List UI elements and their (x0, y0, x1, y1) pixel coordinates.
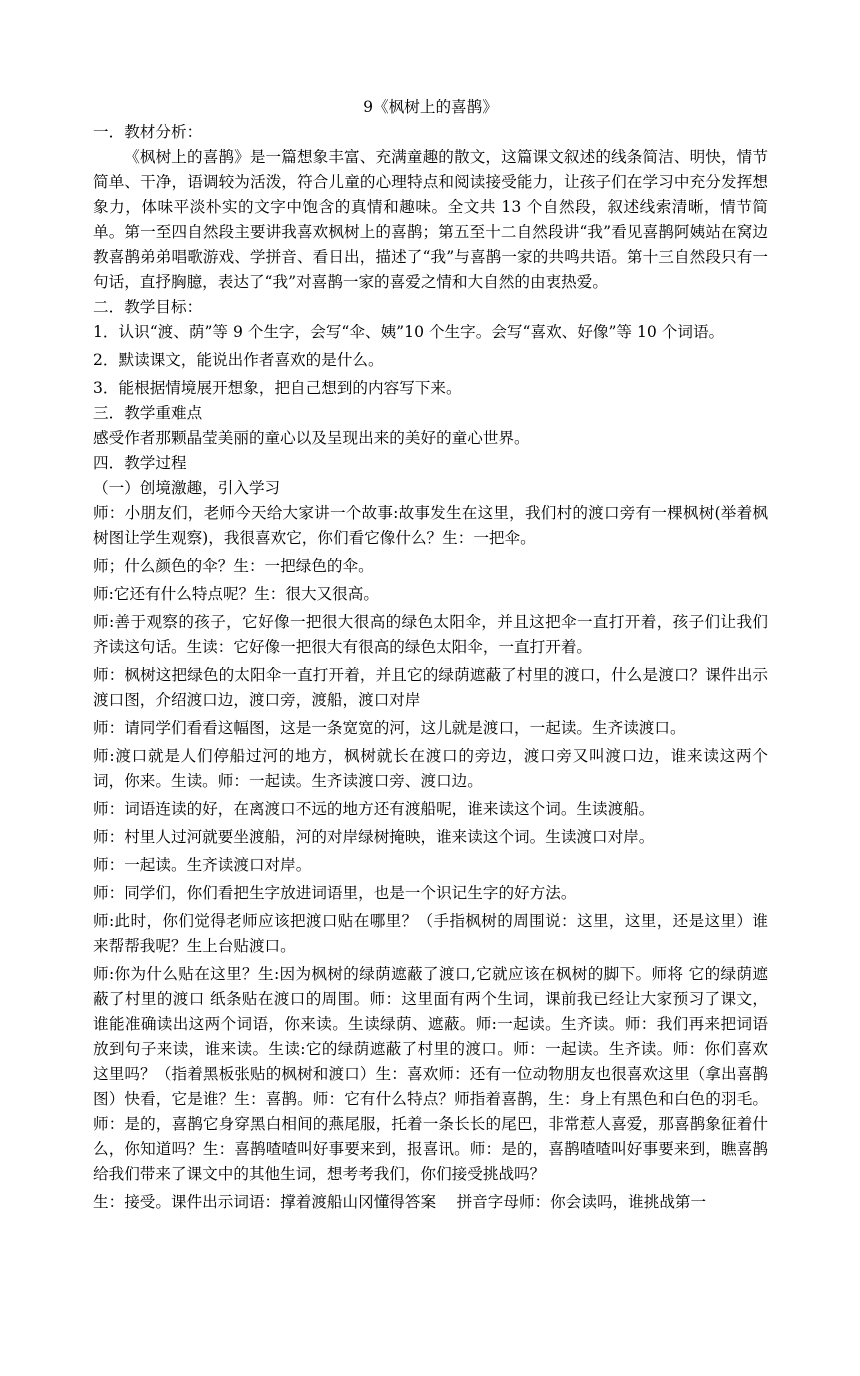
dialogue-paragraph: 师：枫树这把绿色的太阳伞一直打开着，并且它的绿荫遮蔽了村里的渡口，什么是渡口？课件出示渡口图，介绍渡口边，渡口旁，渡船，渡口对岸 (93, 666, 768, 709)
lesson-title: 9《枫树上的喜鹊》 (363, 98, 498, 116)
process-step-1: （一）创境激趣，引入学习 (93, 479, 281, 497)
dialogue-paragraph: 师；什么颜色的伞？生：一把绿色的伞。 (93, 557, 374, 575)
dialogue-paragraph: 师:此时，你们觉得老师应该把渡口贴在哪里？（手指枫树的周围说：这里，这里，还是这里）谁来帮帮我呢？生上台贴渡口。 (93, 912, 768, 955)
document-body (93, 95, 768, 1215)
section-heading-analysis: 一．教材分析： (93, 123, 203, 141)
section-heading-goals: 二．教学目标： (93, 298, 203, 316)
goal-item-2: 2．默读课文，能说出作者喜欢的是什么。 (93, 351, 384, 369)
dialogue-paragraph: 师:善于观察的孩子，它好像一把很大很高的绿色太阳伞，并且这把伞一直打开着，孩子们让我们齐读这句话。生读：它好像一把很大有很高的绿色太阳伞，一直打开着。 (93, 613, 768, 656)
section-heading-difficulties: 三．教学重难点 (93, 404, 203, 422)
dialogue-paragraph: 师：词语连读的好，在离渡口不远的地方还有渡船呢，谁来读这个词。生读渡船。 (93, 800, 655, 818)
analysis-paragraph: 《枫树上的喜鹊》是一篇想象丰富、充满童趣的散文，这篇课文叙述的线条简洁、明快，情节简单、干净，语调较为活泼，符合儿童的心理特点和阅读接受能力，让孩子们在学习中充分发挥想象力，体味平淡朴实的文字中饱含的真情和趣味。全文共 13 个自然段，叙述线索清晰，情节简单。第一至四自然段主要讲我喜欢枫树上的喜鹊；第五至十二自然段讲“我”看见喜鹊阿姨站在窝边教喜鹊弟弟唱歌游戏、学拼音、看日出，描述了“我”与喜鹊一家的共鸣共语。第十三自然段只有一句话，直抒胸臆，表达了“我”对喜鹊一家的喜爱之情和大自然的由衷热爱。 (93, 148, 768, 291)
dialogue-paragraph: 师：村里人过河就要坐渡船，河的对岸绿树掩映，谁来读这个词。生读渡口对岸。 (93, 828, 655, 846)
dialogue-paragraph: 师:你为什么贴在这里？生:因为枫树的绿荫遮蔽了渡口,它就应该在枫树的脚下。师将 它的绿荫遮蔽了村里的渡口 纸条贴在渡口的周围。师：这里面有两个生词，课前我已经让大家预习了课文，谁能准确读出这两个词语，你来读。生读绿荫、遮蔽。师:一起读。生齐读。师：我们再来把词语放到句子来读，谁来读。生读:它的绿荫遮蔽了村里的渡口。师：一起读。生齐读。师：你们喜欢这里吗？（指着黑板张贴的枫树和渡口）生：喜欢师：还有一位动物朋友也很喜欢这里（拿出喜鹊图）快看，它是谁？生：喜鹊。师：它有什么特点？师指着喜鹊，生：身上有黑色和白色的羽毛。师：是的，喜鹊它身穿黑白相间的燕尾服，托着一条长长的尾巴，非常惹人喜爱，那喜鹊象征着什么，你知道吗？生：喜鹊喳喳叫好事要来到，报喜讯。师：是的，喜鹊喳喳叫好事要来到，瞧喜鹊给我们带来了课文中的其他生词，想考考我们，你们接受挑战吗？ (93, 965, 768, 1183)
dialogue-paragraph: 师：小朋友们，老师今天给大家讲一个故事:故事发生在这里，我们村的渡口旁有一棵枫树(举着枫树图让学生观察)，我很喜欢它，你们看它像什么？生：一把伞。 (93, 504, 768, 547)
goal-item-3: 3．能根据情境展开想象，把自己想到的内容写下来。 (93, 379, 462, 397)
dialogue-paragraph: 师：请同学们看看这幅图，这是一条宽宽的河，这儿就是渡口，一起读。生齐读渡口。 (93, 719, 686, 737)
dialogue-paragraph: 师：一起读。生齐读渡口对岸。 (93, 856, 312, 874)
dialogue-paragraph: 师:渡口就是人们停船过河的地方，枫树就长在渡口的旁边，渡口旁又叫渡口边，谁来读这两个词，你来。生读。师：一起读。生齐读渡口旁、渡口边。 (93, 747, 768, 790)
goal-item-1: 1．认识“渡、荫”等 9 个生字，会写“伞、姨”10 个生字。会写“喜欢、好像”等 10 个词语。 (93, 323, 725, 341)
difficulties-text: 感受作者那颗晶莹美丽的童心以及呈现出来的美好的童心世界。 (93, 429, 530, 447)
dialogue-paragraph: 师:它还有什么特点呢？生：很大又很高。 (93, 585, 379, 603)
dialogue-paragraph: 师：同学们，你们看把生字放进词语里，也是一个识记生字的好方法。 (93, 884, 577, 902)
section-heading-process: 四．教学过程 (93, 454, 187, 472)
dialogue-paragraph: 生：接受。课件出示词语：撑着渡船山冈懂得答案 拼音字母师：你会读吗，谁挑战第一 (93, 1193, 707, 1211)
